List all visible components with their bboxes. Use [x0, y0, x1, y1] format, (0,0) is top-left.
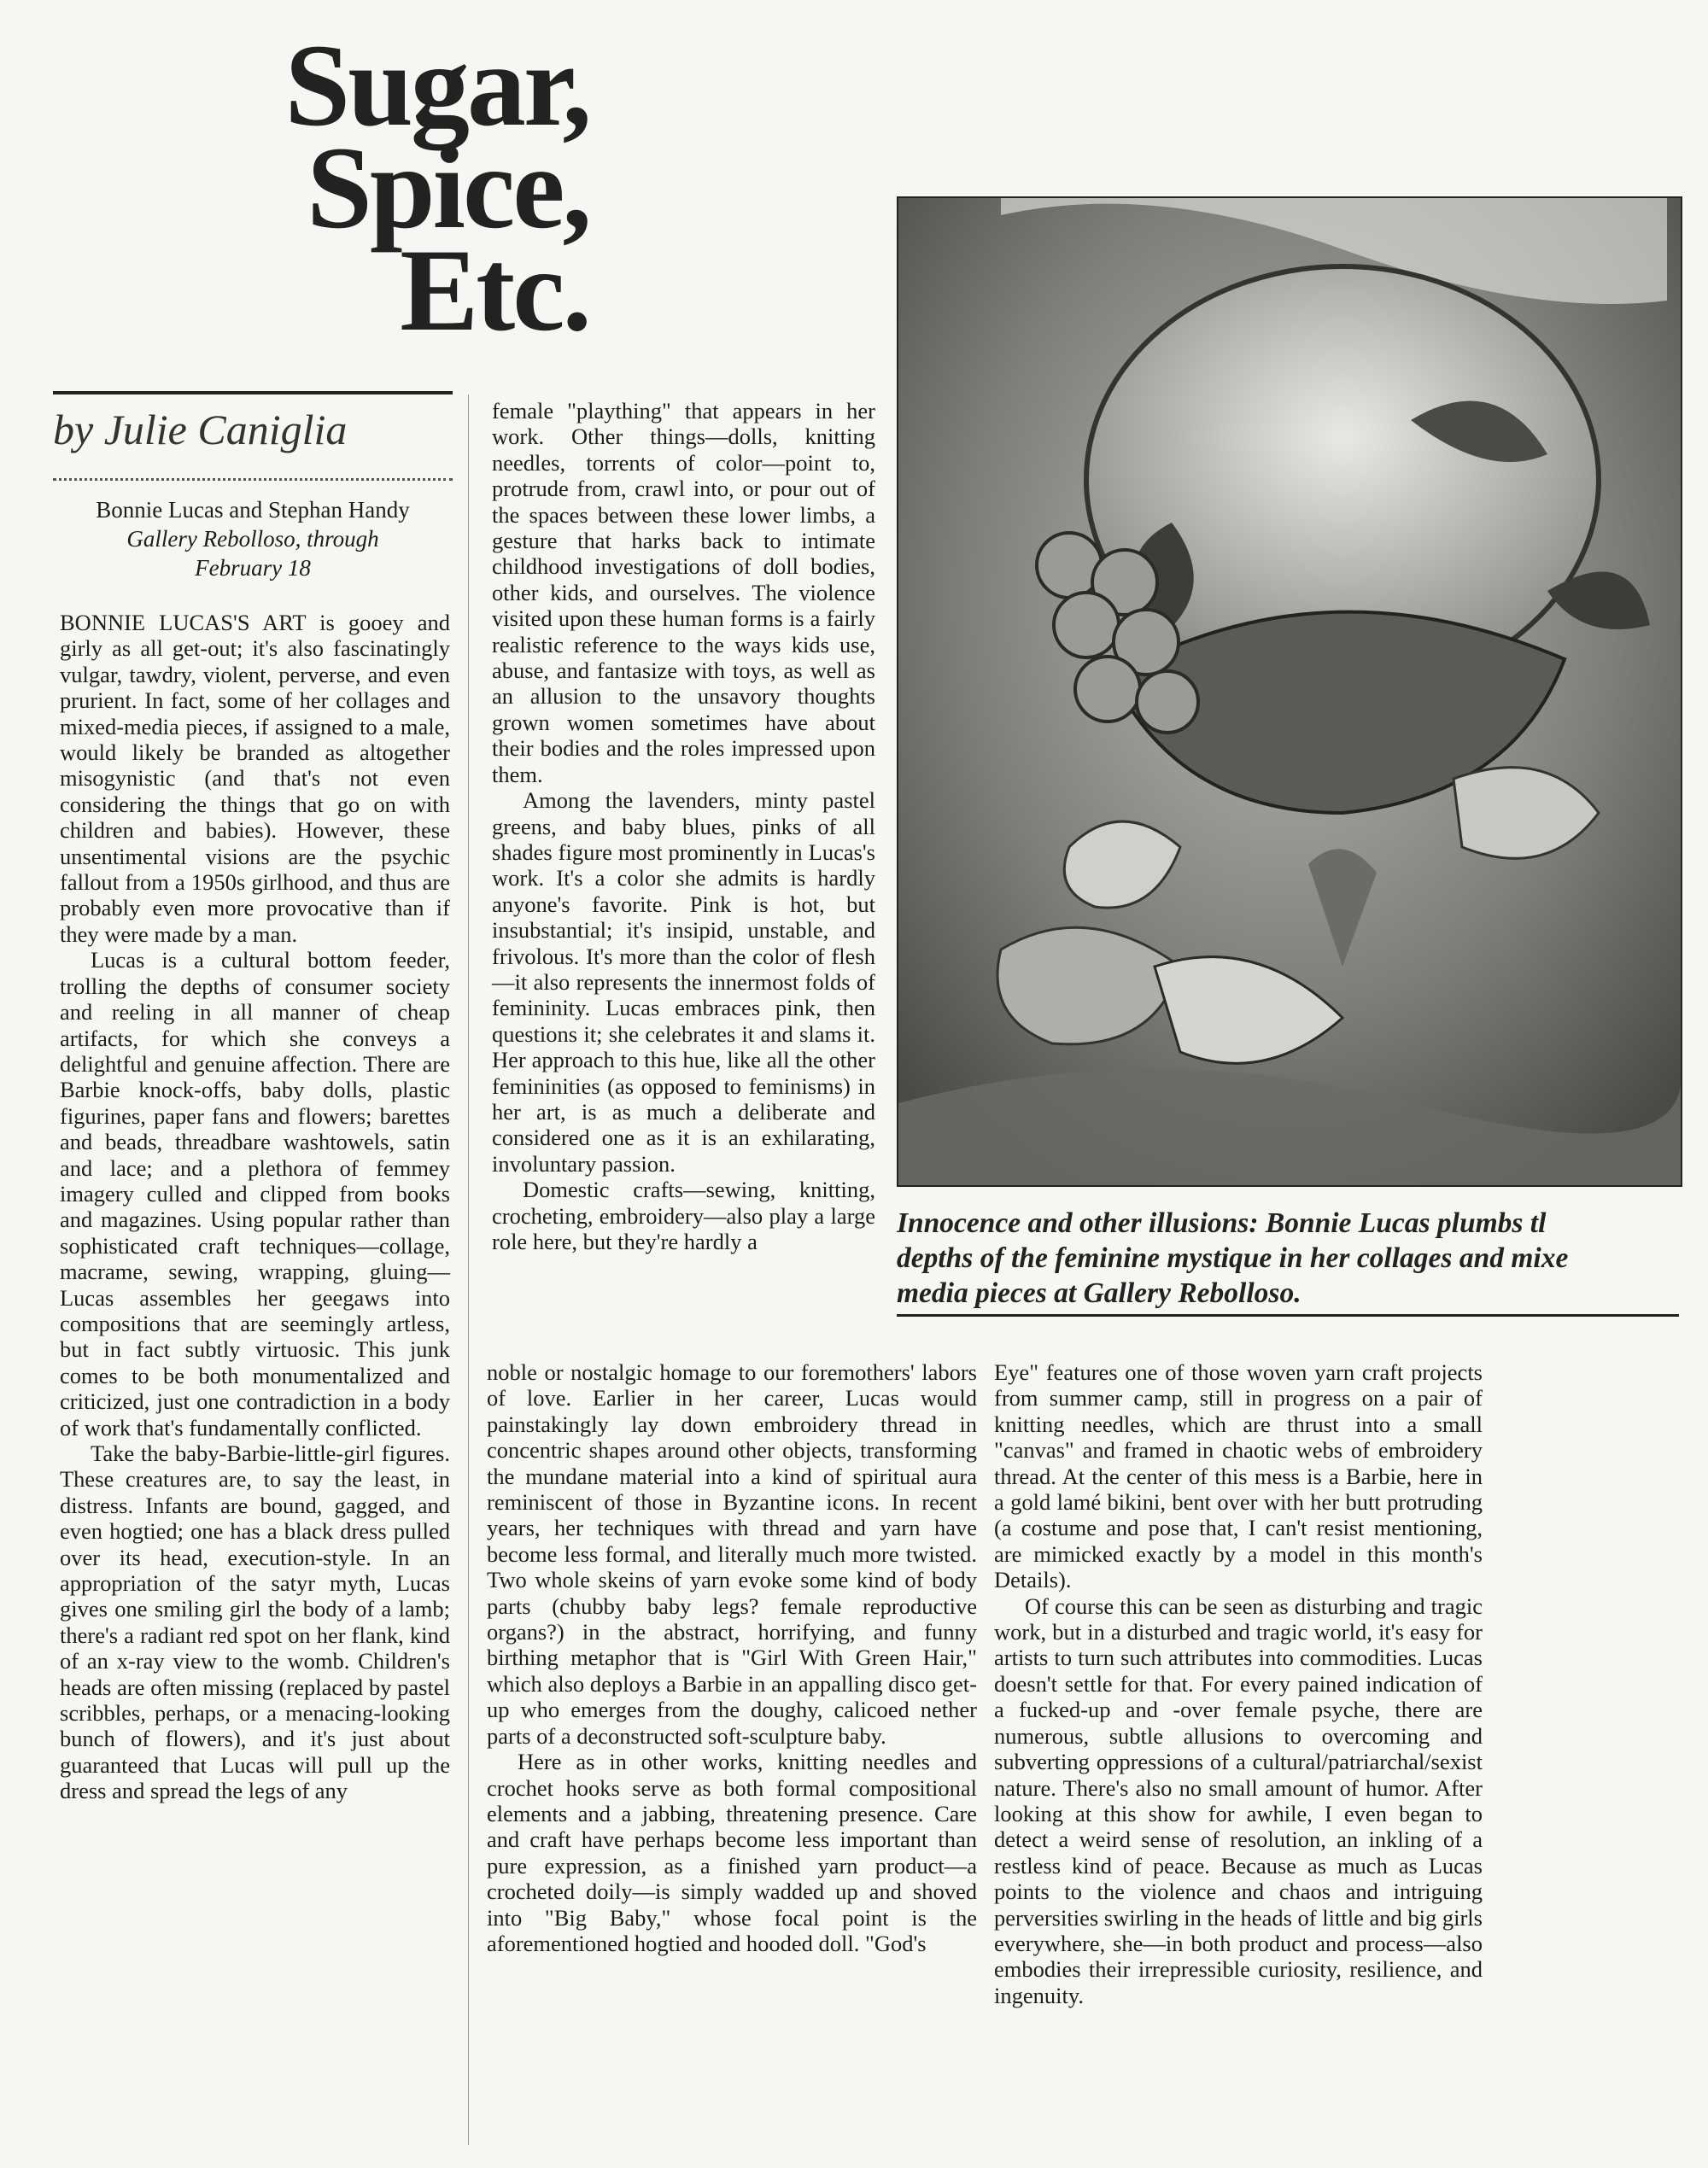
byline: by Julie Caniglia	[53, 406, 348, 453]
article-column-3	[994, 1359, 1483, 2008]
headline: Sugar, Spice, Etc.	[284, 20, 589, 355]
paragraph: Eye" features one of those woven yarn craft projects from summer camp, still in progress on a pair of knitting needles, which are thrust into a small "canvas" and framed in chaotic webs of embroidery thread. At the center of this mess is a Barbie, here in a gold lamé bikini, bent over with her butt protruding (a costume and pose that, I can't resist mentioning, are mimicked exactly by a model in this month's Details).	[994, 1359, 1483, 1593]
caption-rule	[897, 1314, 1679, 1317]
caption-line: Innocence and other illusions: Bonnie Lucas plumbs tl	[897, 1207, 1547, 1239]
lead-in: BONNIE LUCAS'S ART	[60, 610, 307, 635]
paragraph: Here as in other works, knitting needles and crochet hooks serve as both formal compositional elements and a jabbing, threatening presence. Care and craft have perhaps become less important than pure expression, as a finished yarn product—a crocheted doily—is simply wadded up and shoved into "Big Baby," whose focal point is the aforementioned hogtied and hooded doll. "God's	[487, 1749, 977, 1956]
paragraph: Domestic crafts—sewing, knitting, crocheting, embroidery—also play a large role here, but they're hardly a	[492, 1177, 875, 1254]
article-column-2-top	[492, 398, 875, 1254]
paragraph: noble or nostalgic homage to our foremothers' labors of love. Earlier in her career, Lucas would painstakingly lay down embroidery thread in concentric shapes around other objects, transforming the mundane material into a kind of spiritual aura reminiscent of those in Byzantine icons. In recent years, her techniques with thread and yarn have become less formal, and literally much more twisted. Two whole skeins of yarn evoke some kind of body parts (chubby baby legs? female reproductive organs?) in the abstract, horrifying, and funny birthing metaphor that is "Girl With Green Hair," which also deploys a Barbie in an appalling disco get-up who emerges from the doughy, calicoed nether parts of a deconstructed soft-sculpture baby.	[487, 1359, 977, 1749]
paragraph: Lucas is a cultural bottom feeder, trolling the depths of consumer society and reeling in all manner of cheap artifacts, for which she conveys a delightful and genuine affection. There are Barbie knock-offs, baby dolls, plastic figurines, paper fans and flowers; barettes and beads, threadbare washtowels, satin and lace; and a plethora of femmey imagery culled and clipped from books and magazines. Using popular rather than sophisticated craft techniques—collage, macrame, sewing, wrapping, gluing—Lucas assembles her geegaws into compositions that are seemingly artless, but in fact subtly virtuosic. This junk comes to be both monumentalized and criticized, just one contradiction in a body of work that's fundamentally conflicted.	[60, 947, 450, 1440]
paragraph: Of course this can be seen as disturbing and tragic work, but in a disturbed and tragic world, it's easy for artists to turn such attributes into commodities. Lucas doesn't settle for that. For every pained indication of a fucked-up and -over female psyche, there are numerous, subtle allusions to overcoming and subverting oppressions of a cultural/patriarchal/sexist nature. There's also no small amount of humor. After looking at this show for awhile, I even began to detect a weird sense of resolution, an inkling of a restless kind of peace. Because as much as Lucas points to the violence and chaos and intriguing perversities swirling in the heads of little and big girls everywhere, she—in both product and process—also embodies their irrepressible curiosity, resilience, and ingenuity.	[994, 1592, 1483, 2008]
artist-names: Bonnie Lucas and Stephan Handy	[96, 497, 410, 523]
artwork-photo	[897, 196, 1682, 1187]
paragraph-text: is gooey and girly as all get-out; it's also fascinatingly vulgar, tawdry, violent, perverse, and even prurient. In fact, some of her collages and mixed-media pieces, if assigned to a male, would likely be branded as altogether misogynistic (and that's not even considering the things that go on with children and babies). However, these unsentimental visions are the psychic fallout from a 1950s girlhood, and thus are probably even more provocative than if they were made by a man.	[60, 610, 450, 947]
paragraph: Take the baby-Barbie-little-girl figures. These creatures are, to say the least, in distress. Infants are bound, gagged, and even hogtied; one has a black dress pulled over its head, execution-style. In an appropriation of the satyr myth, Lucas gives one smiling girl the body of a lamb; there's a radiant red spot on her flank, kind of an x-ray view to the womb. Children's heads are often missing (replaced by pastel scribbles, perhaps, or a menacing-looking bunch of flowers), and it's just about guaranteed that Lucas will pull up the dress and spread the legs of any	[60, 1440, 450, 1804]
byline-top-rule	[53, 391, 453, 394]
collage-image	[898, 198, 1681, 1185]
paragraph: Among the lavenders, minty pastel greens, and baby blues, pinks of all shades figure most prominently in Lucas's work. It's a color she admits is hardly anyone's favorite. Pink is hot, but insubstantial; it's insipid, unstable, and frivolous. It's more than the color of flesh—it also represents the innermost folds of femininity. Lucas embraces pink, then questions it; she celebrates it and slams it. Her approach to this hue, like all the other femininities (as opposed to feminisms) in her art, is as much a deliberate and considered one as it is an exhilarating, involuntary passion.	[492, 787, 875, 1177]
article-column-1	[60, 610, 450, 1804]
caption-line: depths of the feminine mystique in her collages and mixe	[897, 1242, 1569, 1274]
column-divider	[468, 394, 469, 2145]
venue-line-1: Gallery Rebolloso, through	[126, 526, 379, 552]
paragraph	[60, 610, 450, 947]
caption-line: media pieces at Gallery Rebolloso.	[897, 1277, 1301, 1309]
exhibition-credits	[53, 495, 453, 582]
paragraph: female "plaything" that appears in her work. Other things—dolls, knitting needles, torrents of color—point to, protrude from, crawl into, or pour out of the spaces between these lower limbs, a gesture that harks back to intimate childhood investigations of doll bodies, other kids, and ourselves. The violence visited upon these human forms is a fairly realistic reference to the ways kids use, abuse, and fantasize with toys, as well as an allusion to the unsavory thoughts grown women sometimes have about their bodies and the roles impressed upon them.	[492, 398, 875, 787]
venue-line-2: February 18	[195, 555, 311, 581]
byline-dotted-rule	[53, 478, 453, 481]
photo-caption	[897, 1206, 1679, 1311]
article-column-2-bottom	[487, 1359, 977, 1956]
